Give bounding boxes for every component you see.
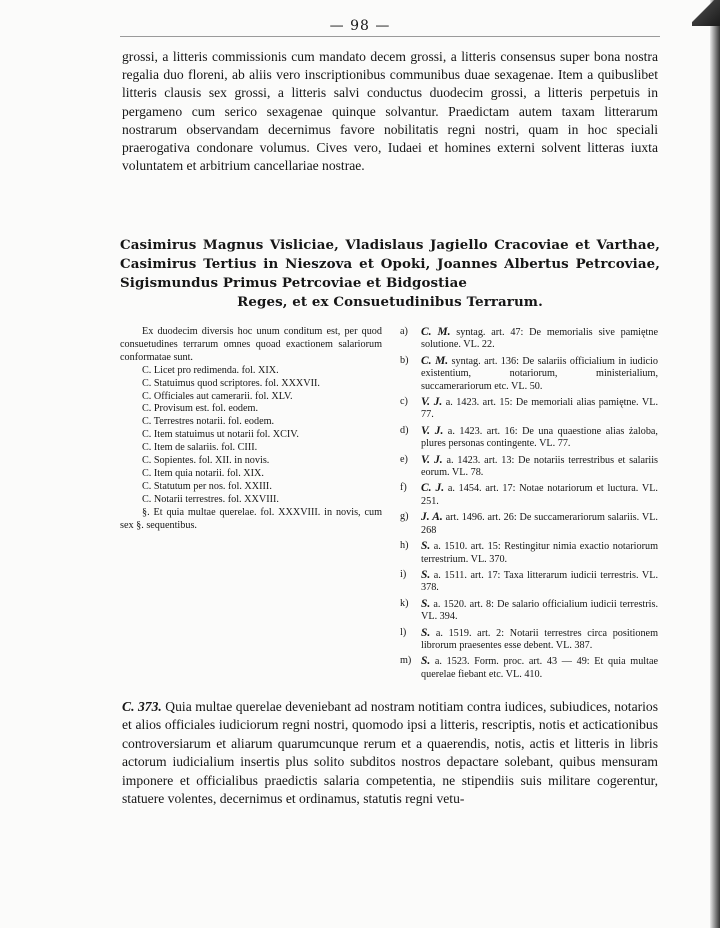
footnote-text: syntag. art. 47: De memorialis sive pamiętne solutione. VL. 22. xyxy=(421,327,658,351)
concordance-item: C. Provisum est. fol. eodem. xyxy=(142,403,259,415)
footnote-text: a. 1519. art. 2: Notarii terrestres circa positionem librorum praesentes esse debent. VL. 387. xyxy=(421,627,658,651)
footnote xyxy=(400,454,658,480)
footnote-abbr: C. M. xyxy=(421,354,449,367)
footnote-text: a. 1423. art. 16: De una quaestione alias żaloba, plures personas contingente. VL. 77. xyxy=(421,425,658,450)
footnote-text: a. 1511. art. 17: Taxa litterarum iudicii terrestris. VL. 378. xyxy=(421,569,658,594)
footnote xyxy=(400,326,658,352)
footnote-letter: k) xyxy=(400,597,409,609)
footnote-abbr: V. J. xyxy=(421,396,443,409)
concordance-item: C. Notarii terrestres. fol. XXVIII. xyxy=(142,493,279,505)
footnote-abbr: S. xyxy=(421,597,431,610)
page-edge-shadow xyxy=(710,0,720,928)
footnote-text: a. 1520. art. 8: De salario officialium iudicii terrestris. VL. 394. xyxy=(421,598,658,623)
footnote-text: art. 1496. art. 26: De succamerariorum salariis. VL. 268 xyxy=(421,512,658,536)
footnote-letter: b) xyxy=(400,354,409,366)
footnote-abbr: V. J. xyxy=(421,453,443,466)
concordance-item: C. Statutum per nos. fol. XXIII. xyxy=(142,480,272,492)
footnote xyxy=(400,655,658,681)
footnote-letter: i) xyxy=(400,568,407,580)
footnote xyxy=(400,569,658,595)
footnote xyxy=(400,540,658,566)
intro-paragraph: grossi, a litteris commissionis cum mandato decem grossi, a litteris consensus super bona nostra regalia duo floreni, ab aliis vero inscriptionibus communibus duae sexagenae. Item a quibuslibet litteris clausis sex grossi, a litteris salvi conductus duodecim grossi, a litteris perpetuis in pergameno cum serico sexagenae quinque solvantur. Praedictam autem taxam litterarum nostrarum observandam decernimus favore nobilitatis regni nostri, quam in hoc speciali praerogativa condonare volumus. Cives vero, Iudaei et homines externi solvent litteras iuxta voluntatem et arbitrium cancellariae nostrae. xyxy=(122,49,658,174)
footnote xyxy=(400,355,658,393)
footnote-letter: f) xyxy=(400,482,407,494)
footnote-abbr: S. xyxy=(421,568,431,581)
footnote xyxy=(400,598,658,624)
footnote-abbr: J. A. xyxy=(421,511,443,524)
footnote-abbr: S. xyxy=(421,626,431,639)
concordance-item: C. Sopientes. fol. XII. in novis. xyxy=(142,455,270,467)
page-number: — 98 — xyxy=(329,18,391,34)
footnote-letter: l) xyxy=(400,626,407,638)
concordance-closing: §. Et quia multae querelae. fol. XXXVIII. in novis, cum sex §. sequentibus. xyxy=(120,506,382,531)
footnote-letter: g) xyxy=(400,511,409,523)
section-title xyxy=(120,236,660,312)
footnote-abbr: V. J. xyxy=(421,424,444,437)
title-last-line: Reges, et ex Consuetudinibus Terrarum. xyxy=(237,294,543,310)
footnote-text: a. 1510. art. 15: Restingitur nimia exactio notariorum terrestrium. VL. 370. xyxy=(421,541,658,565)
footnotes-column xyxy=(400,326,658,684)
concordance-item: C. Statuimus quod scriptores. fol. XXXVII. xyxy=(142,377,320,389)
footnote-letter: e) xyxy=(400,453,408,465)
footnote-text: a. 1523. Form. proc. art. 43 — 49: Et quia multae querelae fiebant etc. VL. 410. xyxy=(421,656,658,680)
footnote-letter: h) xyxy=(400,540,409,552)
footnote-abbr: S. xyxy=(421,655,431,668)
concordance-item: C. Terrestres notarii. fol. eodem. xyxy=(142,416,275,428)
footnote-abbr: C. M. xyxy=(421,326,451,338)
section-mark: C. 373. xyxy=(122,699,162,714)
footnote-abbr: C. J. xyxy=(421,482,445,495)
header-rule xyxy=(120,36,660,37)
footnote-letter: d) xyxy=(400,424,409,436)
footnote-text: syntag. art. 136: De salariis officialium in iudicio existentium, notariorum, ministerialium, succamerariorum etc. VL. 50. xyxy=(421,355,658,392)
concordance-item: C. Item quia notarii. fol. XIX. xyxy=(142,467,264,479)
footnote xyxy=(400,511,658,537)
concordance-item: C. Officiales aut camerarii. fol. XLV. xyxy=(142,390,293,402)
body-paragraph xyxy=(122,698,658,808)
footnote xyxy=(400,425,658,451)
footnote xyxy=(400,482,658,508)
footnote-letter: a) xyxy=(400,326,408,337)
footnote-text: a. 1423. art. 15: De memoriali alias pamiętne. VL. 77. xyxy=(421,397,659,421)
footnote-text: a. 1454. art. 17: Notae notariorum et luctura. VL. 251. xyxy=(421,483,658,507)
footnote-letter: m) xyxy=(400,655,412,667)
footnote-letter: c) xyxy=(400,396,408,408)
footnote xyxy=(400,396,658,422)
concordance-item: C. Item statuimus ut notarii fol. XCIV. xyxy=(142,429,299,441)
footnote-text: a. 1423. art. 13: De notariis terrestribus et salariis eorum. VL. 78. xyxy=(421,454,658,479)
footnote-abbr: S. xyxy=(421,540,431,553)
footnote xyxy=(400,627,658,653)
body-text: Quia multae querelae deveniebant ad nostram notitiam contra iudices, subiudices, notarios et alios officiales iudiciorum regni nostri, quomodo ipsi a litteris, rescriptis, notis et acticationibus controversiarum et aliarum quarumcunque rerum et a quaerendis, notis, actis et litteris in libris actorum iudicialium insertis plus solito subditos nostros depactare solebant, quibus mensuram imponere et officialibus praedictis salaria competentia, ne stipendiis suis militare cogerentur, statuere volentes, decernimus et ordinamus, statutis regni vetu- xyxy=(122,699,658,807)
concordance-intro: Ex duodecim diversis hoc unum conditum est, per quod consuetudines terrarum omnes quoad exactionem salariorum conformatae sunt. xyxy=(120,326,382,363)
concordance-column xyxy=(120,326,382,533)
title-main: Casimirus Magnus Visliciae, Vladislaus Jagiello Cracoviae et Varthae, Casimirus Tertius in Nieszova et Opoki, Joannes Albertus Petrcoviae, Sigismundus Primus Petrcoviae et Bidgostiae xyxy=(120,237,660,291)
concordance-item: C. Licet pro redimenda. fol. XIX. xyxy=(142,364,279,376)
concordance-item: C. Item de salariis. fol. CIII. xyxy=(142,442,258,454)
